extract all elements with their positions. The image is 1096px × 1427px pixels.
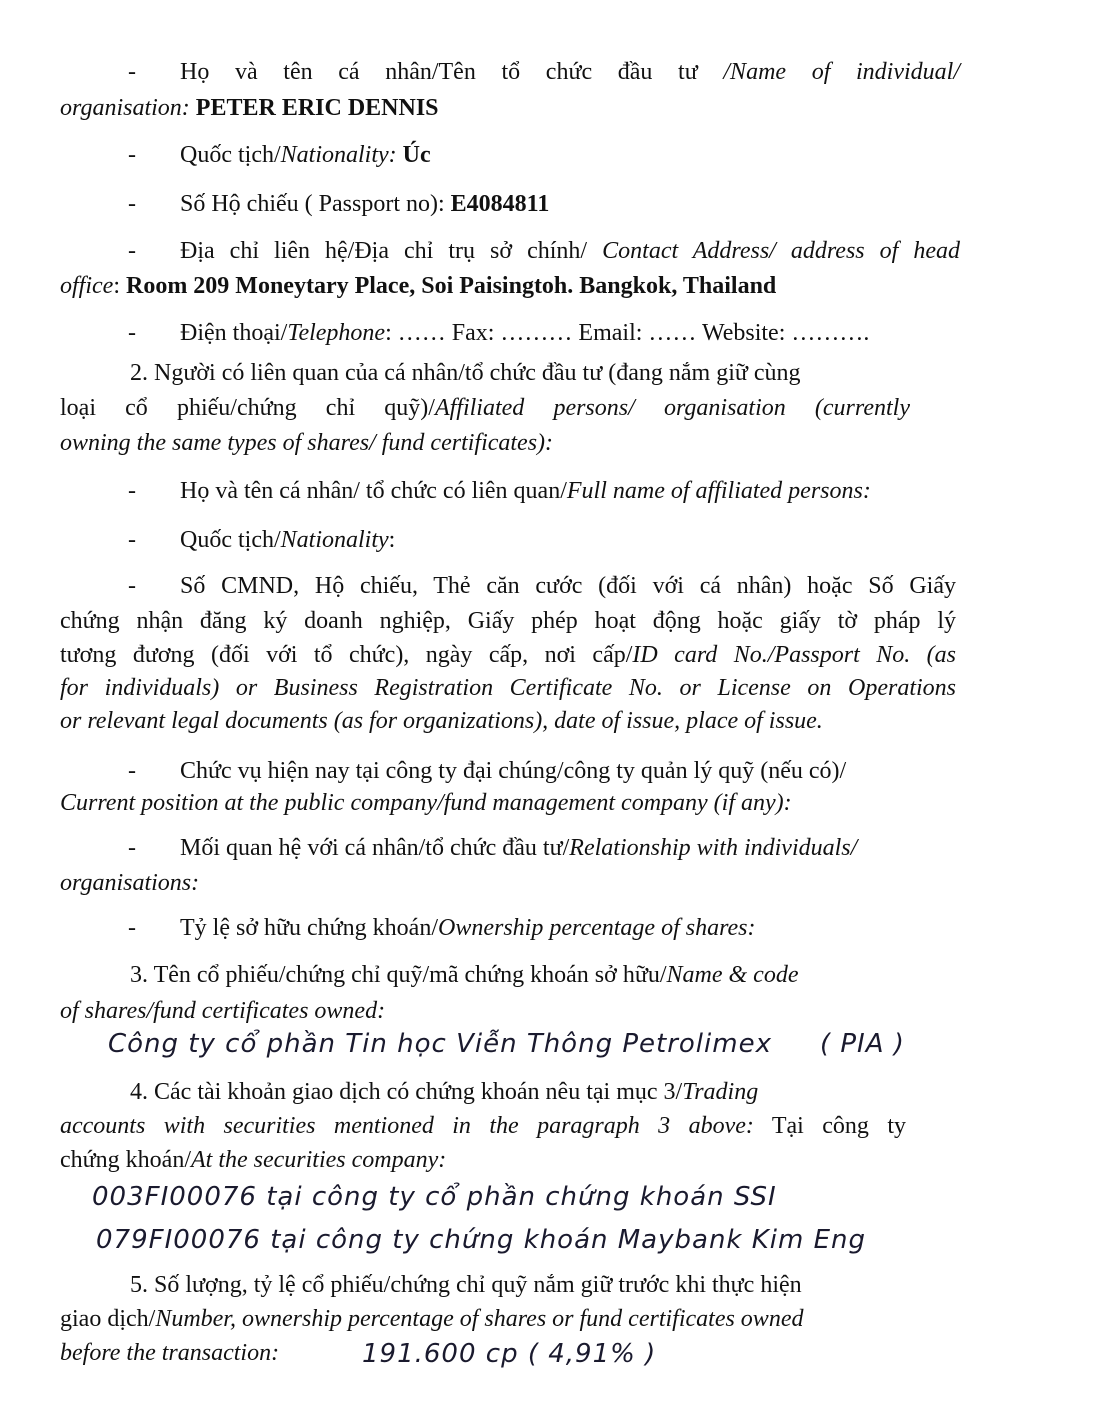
bullet-dash: - xyxy=(128,142,136,168)
position-row-vi: Chức vụ hiện nay tại công ty đại chúng/công ty quản lý quỹ (nếu có)/ xyxy=(180,758,847,784)
id-line5: or relevant legal documents (as for organizations), date of issue, place of issue. xyxy=(60,708,823,734)
contact-row: Điện thoại/Telephone: …… Fax: ……… Email: …… Website: ………. xyxy=(180,320,870,346)
affiliated-name-row: Họ và tên cá nhân/ tổ chức có liên quan/Full name of affiliated persons: xyxy=(180,478,871,504)
section5-heading: 5. Số lượng, tỷ lệ cổ phiếu/chứng chỉ quỹ nắm giữ trước khi thực hiện xyxy=(130,1272,802,1298)
ownership-row: Tỷ lệ sở hữu chứng khoán/Ownership percentage of shares: xyxy=(180,915,756,941)
investor-name-row: organisation: PETER ERIC DENNIS xyxy=(60,95,439,121)
bullet-dash: - xyxy=(128,758,136,784)
bullet-dash: - xyxy=(128,478,136,504)
section2-line3: owning the same types of shares/ fund certificates): xyxy=(60,430,554,456)
section2-heading: 2. Người có liên quan của cá nhân/tổ chức đầu tư (đang nắm giữ cùng xyxy=(130,360,801,386)
section4-line3: chứng khoán/At the securities company: xyxy=(60,1147,447,1173)
passport-value: E4084811 xyxy=(450,191,550,217)
id-line2: chứng nhận đăng ký doanh nghiệp, Giấy phép hoạt động hoặc giấy tờ pháp lý xyxy=(60,608,956,634)
id-line3: tương đương (đối với tổ chức), ngày cấp, nơi cấp/ID card No./Passport No. (as xyxy=(60,642,956,668)
relationship-row-2: organisations: xyxy=(60,870,200,896)
investor-name-value: PETER ERIC DENNIS xyxy=(195,95,439,121)
id-line4: for individuals) or Business Registration Certificate No. or License on Operations xyxy=(60,675,956,701)
nationality-value: Úc xyxy=(402,142,431,168)
section4-heading: 4. Các tài khoản giao dịch có chứng khoán nêu tại mục 3/Trading xyxy=(130,1079,759,1105)
investor-name-label: Họ và tên cá nhân/Tên tổ chức đầu tư /Name of individual/ xyxy=(180,59,961,85)
bullet-dash: - xyxy=(128,573,136,599)
bullet-dash: - xyxy=(128,59,136,85)
position-row-en: Current position at the public company/fund management company (if any): xyxy=(60,790,792,816)
handwritten-holding: 191.600 cp ( 4,91% ) xyxy=(362,1339,657,1369)
bullet-dash: - xyxy=(128,915,136,941)
bullet-dash: - xyxy=(128,835,136,861)
bullet-dash: - xyxy=(128,191,136,217)
section2-line2: loại cổ phiếu/chứng chỉ quỹ)/Affiliated persons/ organisation (currently xyxy=(60,395,910,421)
affiliated-nationality-row: Quốc tịch/Nationality: xyxy=(180,527,396,553)
handwritten-company-name: Công ty cổ phần Tin học Viễn Thông Petrolimex ( PIA ) xyxy=(108,1029,905,1059)
section3-heading: 3. Tên cổ phiếu/chứng chỉ quỹ/mã chứng khoán sở hữu/Name & code xyxy=(130,962,799,988)
id-line1: Số CMND, Hộ chiếu, Thẻ căn cước (đối với cá nhân) hoặc Số Giấy xyxy=(180,573,956,599)
bullet-dash: - xyxy=(128,320,136,346)
section3-line2: of shares/fund certificates owned: xyxy=(60,998,386,1024)
relationship-row: Mối quan hệ với cá nhân/tổ chức đầu tư/Relationship with individuals/ xyxy=(180,835,858,861)
handwritten-account-2: 079FI00076 tại công ty chứng khoán Maybank Kim Eng xyxy=(96,1225,867,1255)
address-label: Địa chỉ liên hệ/Địa chỉ trụ sở chính/ Contact Address/ address of head xyxy=(180,238,961,264)
passport-row: Số Hộ chiếu ( Passport no): E4084811 xyxy=(180,191,550,217)
section5-line3: before the transaction: xyxy=(60,1340,280,1366)
section4-line2: accounts with securities mentioned in the paragraph 3 above: Tại công ty xyxy=(60,1113,906,1139)
bullet-dash: - xyxy=(128,527,136,553)
address-row: office: Room 209 Moneytary Place, Soi Paisingtoh. Bangkok, Thailand xyxy=(60,273,777,299)
address-value: Room 209 Moneytary Place, Soi Paisingtoh. Bangkok, Thailand xyxy=(125,273,777,299)
bullet-dash: - xyxy=(128,238,136,264)
handwritten-account-1: 003FI00076 tại công ty cổ phần chứng khoán SSI xyxy=(92,1182,777,1212)
section5-line2: giao dịch/Number, ownership percentage of shares or fund certificates owned xyxy=(60,1306,804,1332)
nationality-row: Quốc tịch/Nationality: Úc xyxy=(180,142,431,168)
